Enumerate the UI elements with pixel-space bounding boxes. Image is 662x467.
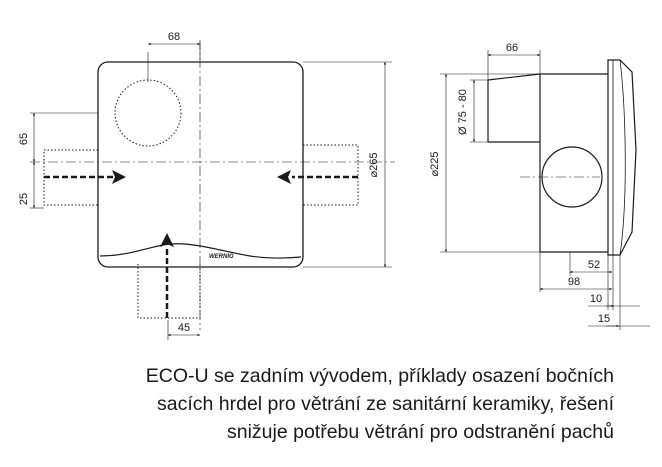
dim-label-outlet: Ø 75 - 80: [457, 89, 469, 135]
rear-outlet-circle: [115, 80, 181, 146]
dim-label-265: ⌀265: [368, 152, 380, 178]
dim-label-10: 10: [589, 293, 603, 305]
dim-label-225: ⌀225: [429, 151, 441, 177]
dim-label-45: 45: [177, 322, 191, 334]
airflow-arrows: [44, 177, 358, 318]
bottom-duct-stub: [138, 264, 200, 318]
airflow-arrowhead-left: [112, 170, 126, 184]
caption-line-2: sacích hrdel pro větrání ze sanitární keramiky, řešení: [156, 393, 614, 415]
outlet-stub: [488, 74, 540, 142]
fan-body-side: [540, 74, 608, 252]
front-grille-edge: [100, 244, 301, 258]
dim-label-52: 52: [587, 259, 601, 271]
dim-label-15: 15: [597, 313, 611, 325]
caption-line-1: ECO-U se zadním vývodem, příklady osazení bočních: [145, 365, 614, 387]
right-duct-stub: [303, 145, 358, 205]
brand-logo-text: WERNIG: [209, 254, 234, 260]
caption-line-3: snižuje potřebu větrání pro odstranění pachů: [226, 421, 614, 443]
airflow-arrowhead-right: [277, 170, 291, 184]
front-view: [30, 40, 395, 340]
dim-label-68: 68: [167, 31, 181, 43]
fan-housing: [98, 62, 303, 267]
side-view: [440, 50, 650, 330]
dim-label-66: 66: [505, 42, 519, 54]
front-panel: [608, 60, 636, 255]
dim-label-98: 98: [567, 276, 581, 288]
dim-label-25: 25: [18, 192, 30, 206]
dim-label-65: 65: [18, 132, 30, 146]
figure-caption: [14, 362, 614, 446]
